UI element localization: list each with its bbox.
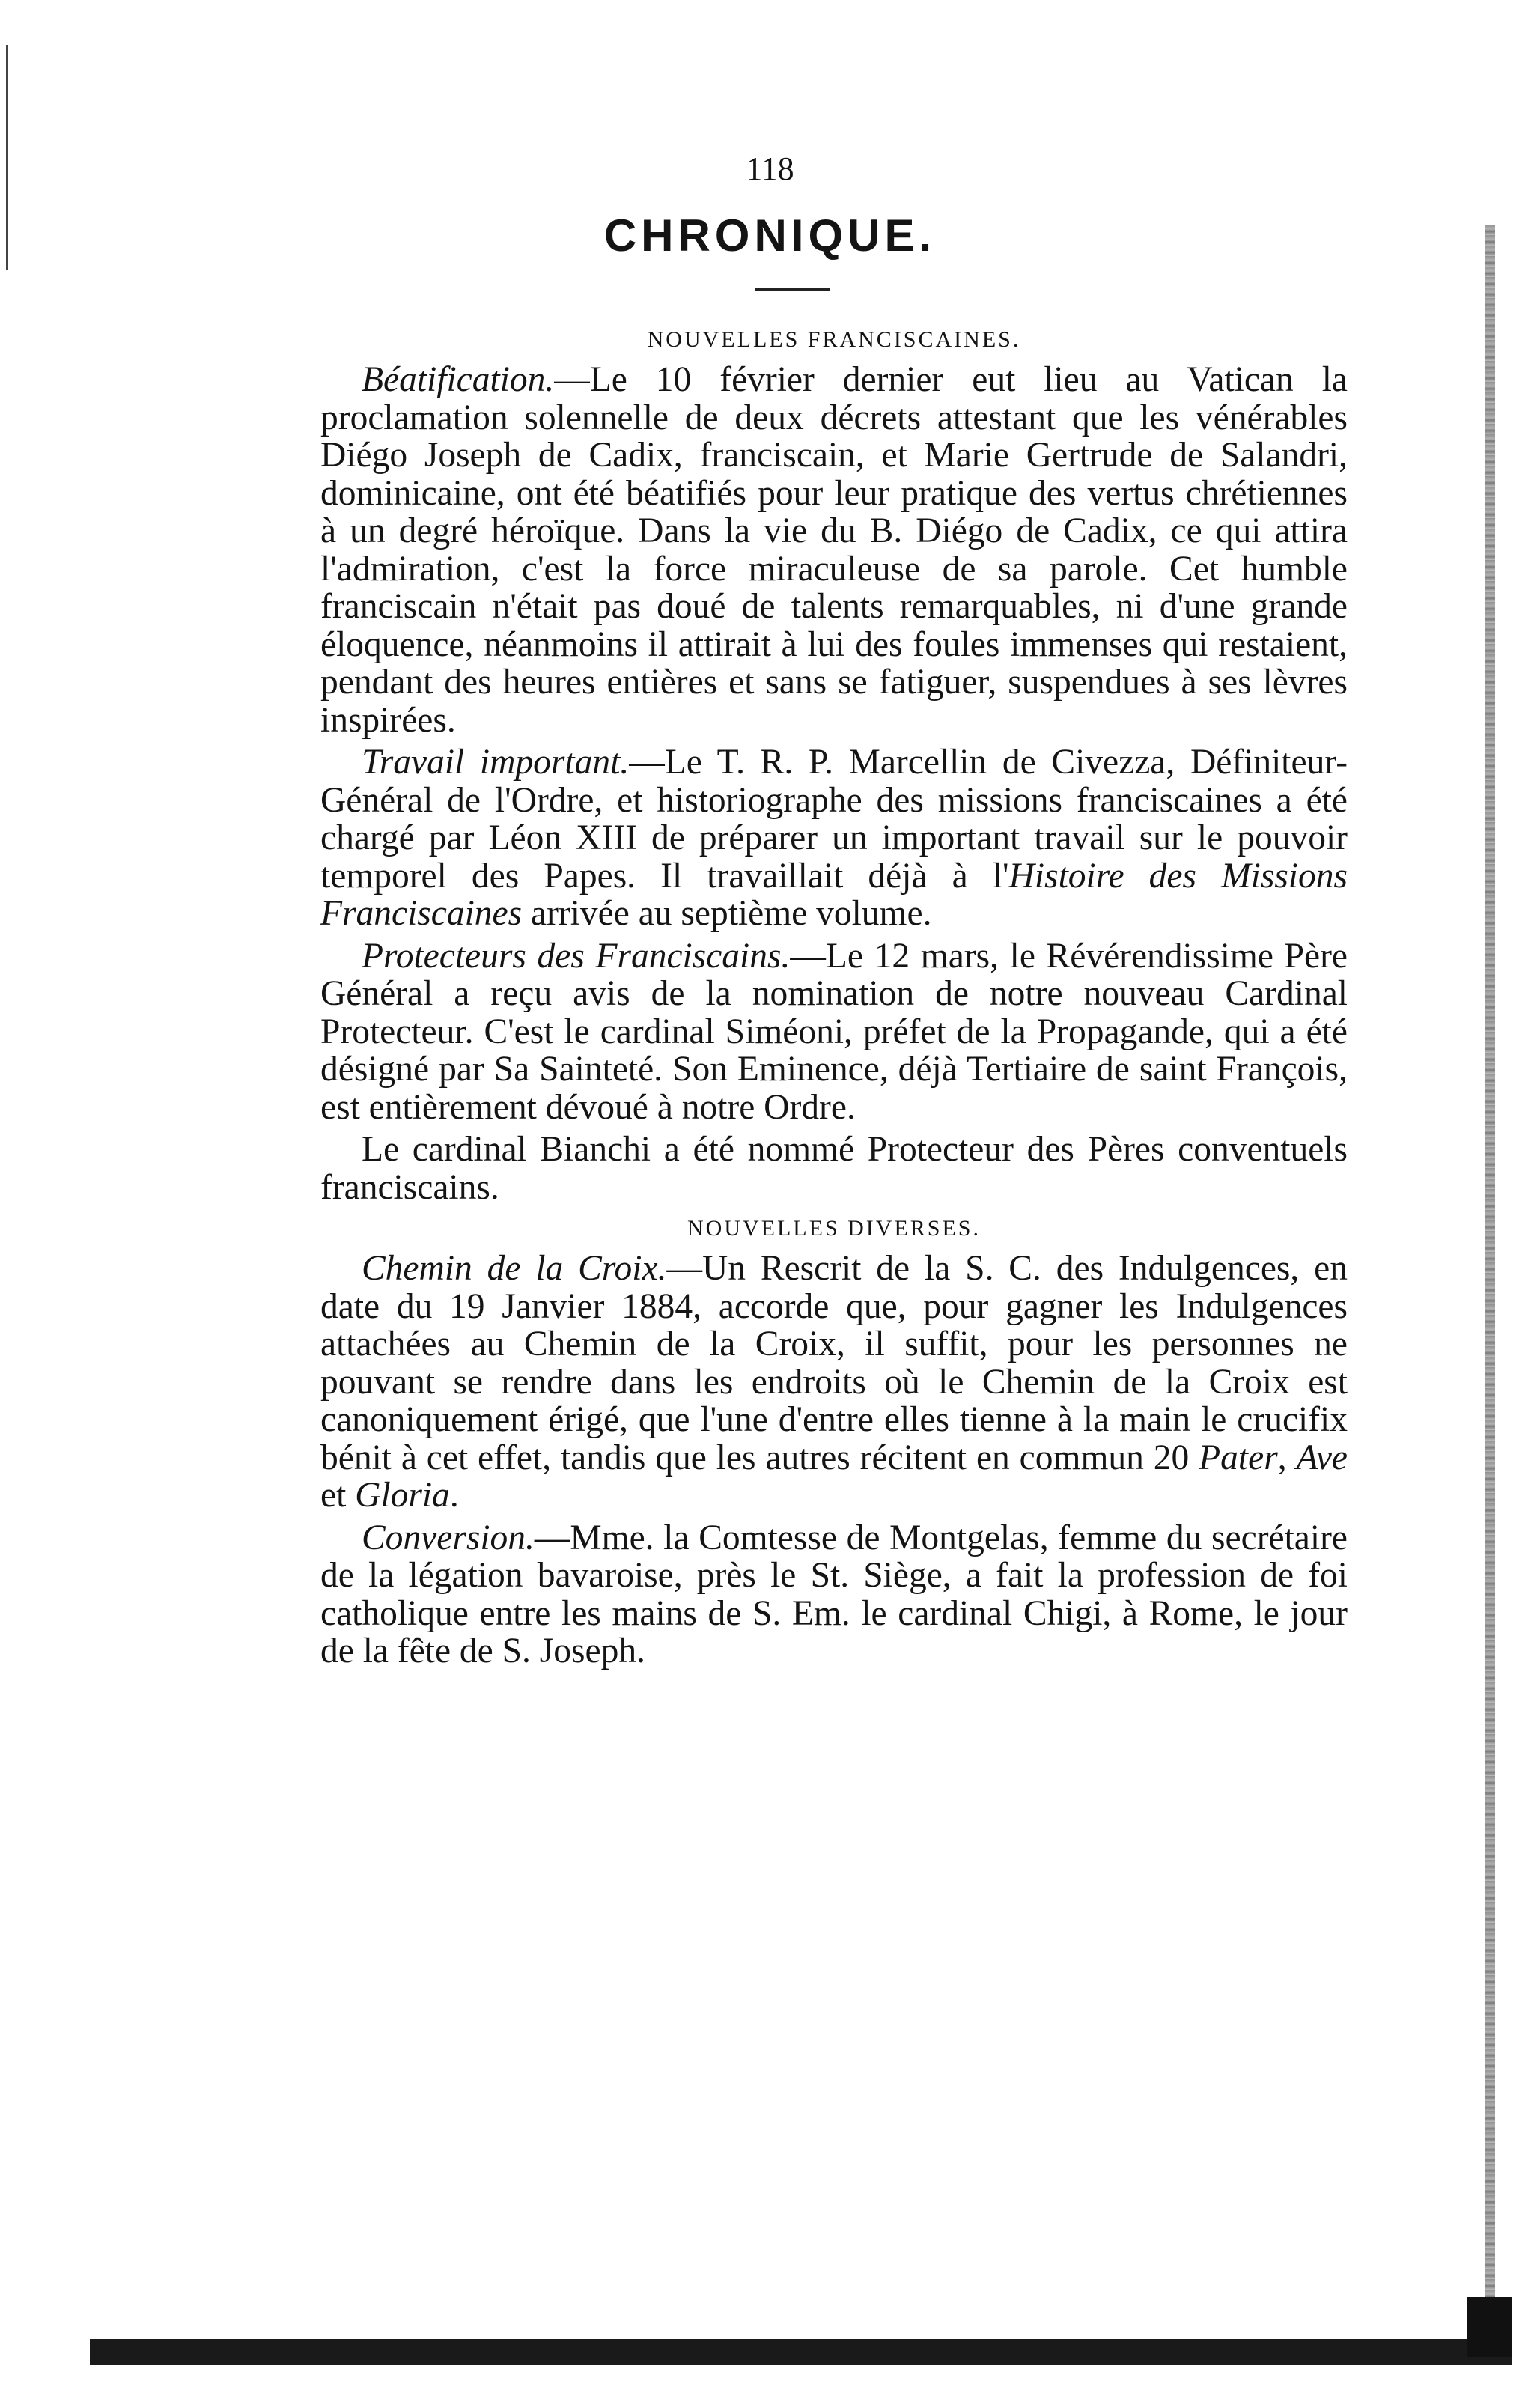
run-title-protecteurs: Protecteurs des Franciscains. xyxy=(362,936,791,976)
prayer-gloria: Gloria xyxy=(355,1476,450,1515)
book-title: Histoire des Missions Franciscaines xyxy=(320,856,1348,933)
scan-bottom-corner xyxy=(1467,2297,1512,2357)
paragraph-text: —Un Rescrit de la S. C. des Indulgences, en date du 19 Janvier 1884, accorde que, pour gagner les Indulgences attachées au Chemin de la Croix, il suffit, pour les personnes ne pouvant se rendre dans les endroits où le Chemin de la Croix est canoniquement érigé, que l'une d'entre elles tienne à la main le crucifix bénit à cet effet, tandis que les autres récitent en commun 20 xyxy=(320,1249,1348,1477)
separator: . xyxy=(449,1476,459,1515)
prayer-pater: Pater xyxy=(1199,1438,1278,1477)
paragraph-protecteurs xyxy=(320,937,1348,1127)
run-title-beatification: Béatification. xyxy=(362,360,555,399)
paragraph-text: —Le 10 février dernier eut lieu au Vatican la proclamation solennelle de deux décrets attestant que les vénérables Diégo Joseph de Cadix, franciscain, et Marie Gertrude de Salandri, dominicaine, ont été béatifiés pour leur pratique des vertus chrétiennes à un degré héroïque. Dans la vie du B. Diégo de Cadix, ce qui attira l'admiration, c'est la force miraculeuse de sa parole. Cet humble franciscain n'était pas doué de talents remarquables, ni d'une grande éloquence, néanmoins il attirait à lui des foules immenses qui restaient, pendant des heures entières et sans se fatiguer, suspendues à ses lèvres inspirées. xyxy=(320,360,1348,740)
paragraph-text: arrivée au septième volume. xyxy=(522,894,932,933)
paragraph-travail xyxy=(320,744,1348,933)
paragraph-text: —Mme. la Comtesse de Montgelas, femme du secrétaire de la légation bavaroise, près le St. Siège, a fait la profession de foi catholique entre les mains de S. Em. le cardinal Chigi, à Rome, le jour de la fête de S. Joseph. xyxy=(320,1518,1348,1670)
paragraph-text: —Le T. R. P. Marcellin de Civezza, Définiteur-Général de l'Ordre, et historiographe des missions franciscaines a été chargé par Léon XIII de préparer un important travail sur le pouvoir temporel des Papes. Il travaillait déjà à l' xyxy=(320,743,1348,895)
paragraph-bianchi: Le cardinal Bianchi a été nommé Protecteur des Pères conventuels franciscains. xyxy=(320,1130,1348,1207)
scan-bottom-bar xyxy=(90,2339,1512,2365)
paragraph-text: —Le 12 mars, le Révérendissime Père Général a reçu avis de la nomination de notre nouveau Cardinal Protecteur. C'est le cardinal Siméoni, préfet de la Propagande, qui a été désigné par Sa Sainteté. Son Eminence, déjà Tertiaire de saint François, est entièrement dévoué à notre Ordre. xyxy=(320,936,1348,1127)
paragraph-beatification xyxy=(320,361,1348,739)
section-heading-franciscan-news: NOUVELLES FRANCISCAINES. xyxy=(647,327,1021,352)
separator: , xyxy=(1277,1438,1297,1477)
article-body xyxy=(320,322,1348,1670)
binding-edge xyxy=(1485,225,1495,2306)
run-title-conversion: Conversion. xyxy=(362,1518,535,1557)
prayer-ave: Ave xyxy=(1296,1438,1348,1477)
paragraph-conversion xyxy=(320,1519,1348,1670)
run-title-chemin: Chemin de la Croix. xyxy=(362,1249,667,1288)
page-title: CHRONIQUE. xyxy=(603,210,937,261)
section-heading-diverse-news: NOUVELLES DIVERSES. xyxy=(687,1216,981,1241)
title-divider xyxy=(755,288,830,291)
separator: et xyxy=(320,1476,356,1515)
run-title-travail: Travail important. xyxy=(362,743,630,782)
page-number: 118 xyxy=(746,150,794,187)
paragraph-chemin xyxy=(320,1250,1348,1515)
